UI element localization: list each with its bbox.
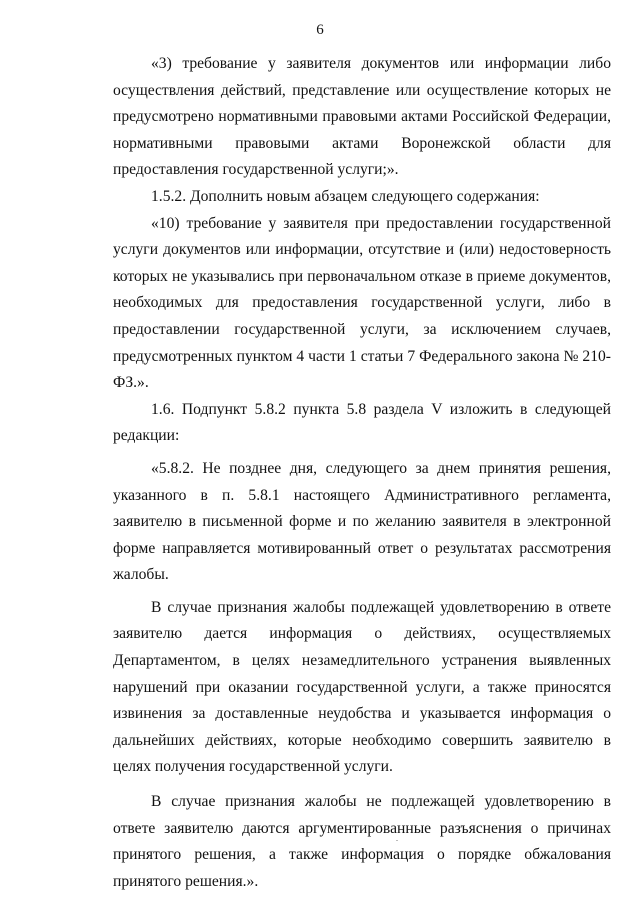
paragraph-item-10: «10) требование у заявителя при предоставлении государственной услуги документов или информации, отсутствие и (или) недостоверность которых не указывались при первоначальном отказе в приеме документов, необходимых для предоставления государственной услуги, либо в предоставлении государственной услуги, за исключением случаев, предусмотренных пунктом 4 части 1 статьи 7 Федерального закона № 210-ФЗ.». [113,214,611,392]
paragraph-item-3: «3) требование у заявителя документов или информации либо осуществления действий, представление или осуществление которых не предусмотрено нормативными правовыми актами Российской Федерации, нормативными правовыми актами Воронежской области для предоставления государственной услуги;». [113,55,611,179]
paragraph-complaint-rejected: В случае признания жалобы не подлежащей удовлетворению в ответе заявителю даются аргументированные разъяснения о причинах принятого решения, а также информация о порядке обжалования принятого решения.». [113,793,611,890]
paragraph-amendment-1-5-2: 1.5.2. Дополнить новым абзацем следующего содержания: [151,187,540,205]
scan-speck [396,840,398,841]
document-body [113,51,611,895]
paragraph-amendment-1-6: 1.6. Подпункт 5.8.2 пункта 5.8 раздела V изложить в следующей редакции: [113,400,611,445]
page-number: 6 [316,22,324,38]
paragraph-complaint-satisfied: В случае признания жалобы подлежащей удовлетворению в ответе заявителю дается информация о действиях, осуществляемых Департаментом, в целях незамедлительного устранения выявленных нарушений при оказании государственной услуги, а также приносятся извинения за доставленные неудобства и указывается информация о дальнейших действиях, которые необходимо совершить заявителю в целях получения государственной услуги. [113,598,611,776]
paragraph-5-8-2: «5.8.2. Не позднее дня, следующего за днем принятия решения, указанного в п. 5.8.1 настоящего Административного регламента, заявителю в письменной форме и по желанию заявителя в электронной форме направляется мотивированный ответ о результатах рассмотрения жалобы. [113,459,611,584]
